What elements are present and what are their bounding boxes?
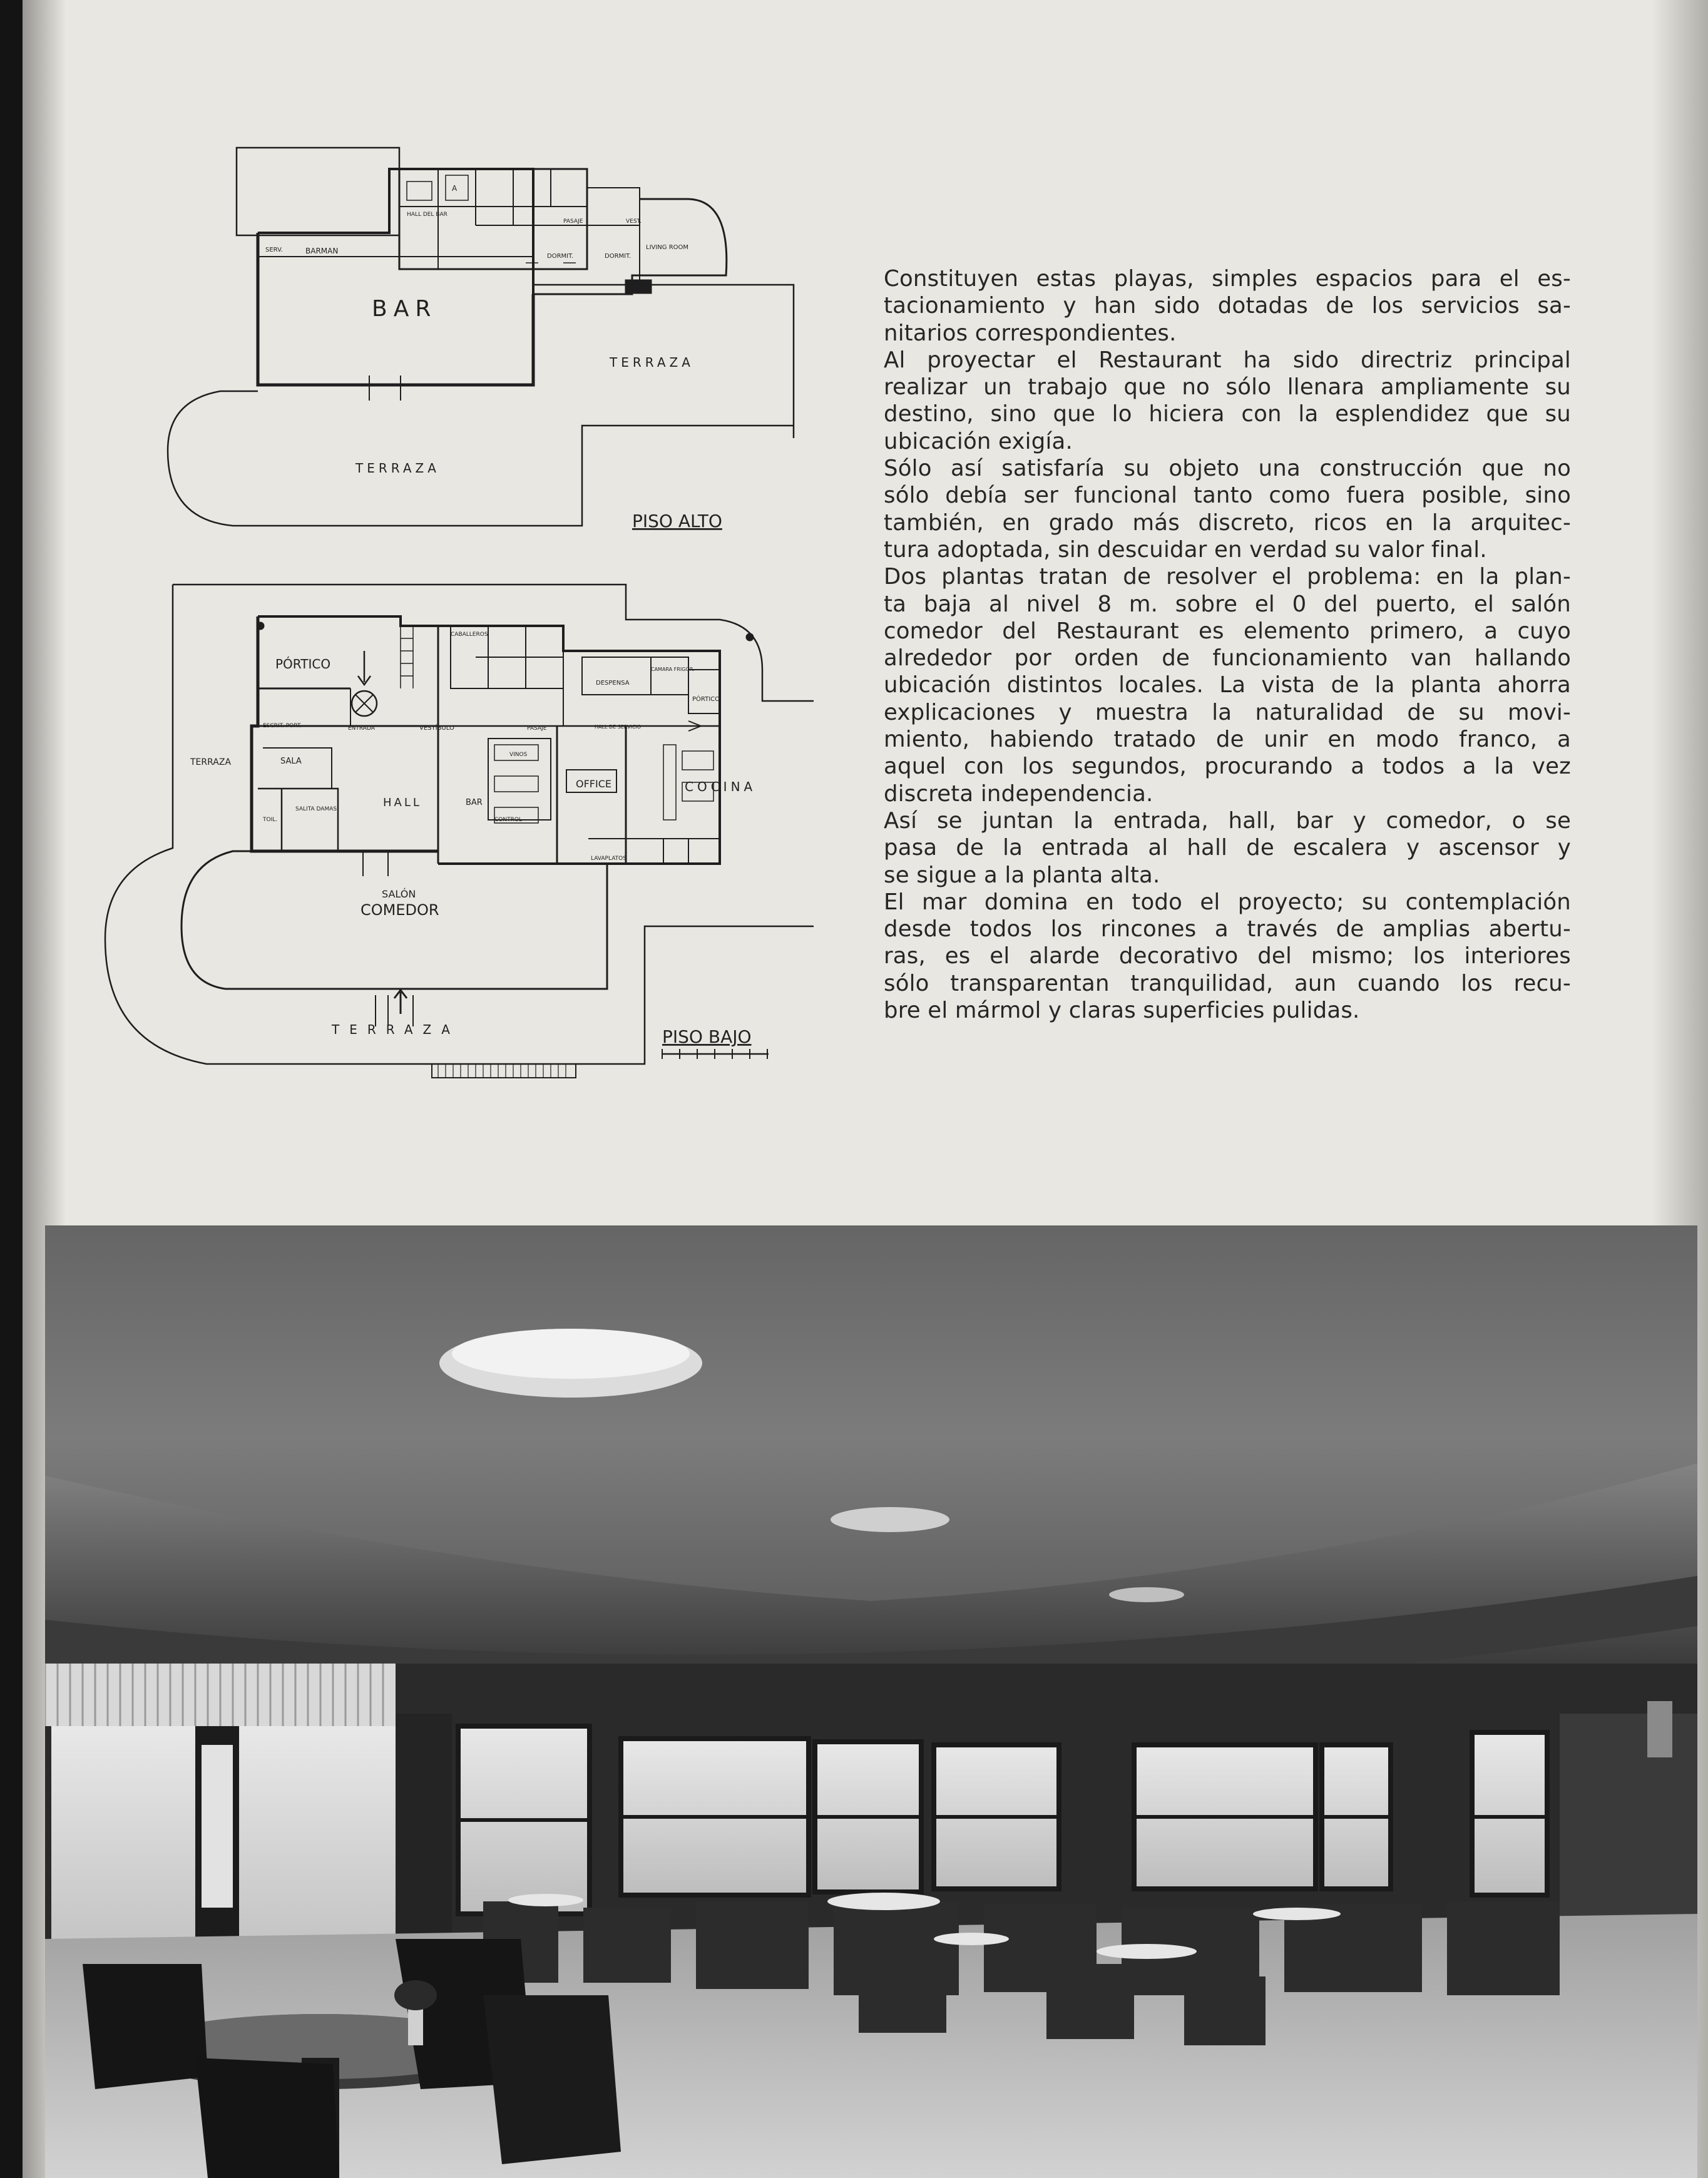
text-line: ubicación distintos locales. La vista de la planta ahorra xyxy=(884,672,1571,698)
plan-label-salon: SALÓN xyxy=(382,888,416,900)
text-line: tacionamiento y han sido dotadas de los servicios sa- xyxy=(884,293,1571,319)
text-line: bre el mármol y claras superficies pulidas. xyxy=(884,998,1360,1024)
plan-label-comedor: COMEDOR xyxy=(361,901,439,919)
plan-label-bar-lower: BAR xyxy=(466,798,483,807)
text-line: se sigue a la planta alta. xyxy=(884,862,1160,888)
plan-label-lavaplatos: LAVAPLATOS xyxy=(591,856,626,862)
text-line: ras, es el alarde decorativo del mismo; los interiores xyxy=(884,943,1571,969)
lower-floor-plan xyxy=(105,585,814,1078)
plan-label-hall: HALL xyxy=(383,796,422,809)
plan-label-terraza-lower: TERRAZA xyxy=(332,1022,460,1037)
plan-label-camara-frigor: CAMARA FRIGOR. xyxy=(651,667,695,672)
plan-label-barman: BARMAN xyxy=(305,247,339,255)
plan-label-terraza-bottom: TERRAZA xyxy=(355,461,440,476)
floor-plans xyxy=(0,0,814,1102)
text-line: explicaciones y muestra la naturalidad de su movi- xyxy=(884,699,1571,725)
plan-label-toil: TOIL. xyxy=(263,817,278,823)
plan-label-pasaje-lower: PASAJE xyxy=(527,725,547,732)
plan-label-sala: SALA xyxy=(280,757,302,766)
text-line: Así se juntan la entrada, hall, bar y comedor, o se xyxy=(884,807,1571,834)
plan-label-hall-servicio: HALL DE SERVICIO xyxy=(595,724,642,730)
article-text xyxy=(884,265,1571,1024)
text-line: ubicación exigía. xyxy=(884,428,1073,454)
text-line: tura adoptada, sin descuidar en verdad su valor final. xyxy=(884,536,1487,563)
text-line: sólo transparentan tranquilidad, aun cuando los recu- xyxy=(884,970,1571,996)
text-line: realizar un trabajo que no sólo llenara ampliamente su xyxy=(884,374,1571,401)
text-line: también, en grado más discreto, ricos en la arquitec- xyxy=(884,509,1571,536)
plan-label-hall-bar: HALL DEL BAR xyxy=(407,212,447,218)
plan-label-cocina: COCINA xyxy=(685,779,757,794)
plan-title-piso-alto: PISO ALTO xyxy=(632,511,722,531)
plan-label-portico-left: PÓRTICO xyxy=(275,657,331,672)
plan-label-vestibulo: VESTÍBULO xyxy=(419,725,454,732)
plan-label-ascensor: A xyxy=(452,184,458,193)
plan-label-vest: VEST. xyxy=(626,218,642,225)
text-line: Dos plantas tratan de resolver el problema: en la plan- xyxy=(884,564,1571,590)
plan-title-piso-bajo: PISO BAJO xyxy=(662,1026,752,1047)
plan-label-terraza-left: TERRAZA xyxy=(190,757,232,767)
plan-label-vinos: VINOS xyxy=(509,752,528,758)
text-line: sólo debía ser funcional tanto como fuera posible, sino xyxy=(884,483,1571,509)
plan-label-serv: SERV. xyxy=(265,247,283,253)
plan-label-office: OFFICE xyxy=(576,778,611,790)
plan-label-terraza-right: TERRAZA xyxy=(610,355,694,370)
plan-label-caballeros: CABALLEROS xyxy=(451,631,488,638)
plan-label-dormit-1: DORMIT. xyxy=(547,253,574,260)
text-line: nitarios correspondientes. xyxy=(884,320,1177,346)
dining-room-photo xyxy=(45,1225,1697,2178)
text-line: Al proyectar el Restaurant ha sido directriz principal xyxy=(884,347,1571,373)
plan-label-living: LIVING ROOM xyxy=(646,244,689,251)
text-line: ta baja al nivel 8 m. sobre el 0 del puerto, el salón xyxy=(884,591,1571,617)
plan-label-bar: BAR xyxy=(372,296,437,322)
upper-floor-plan xyxy=(168,148,794,526)
text-line: miento, habiendo tratado de unir en modo franco, a xyxy=(884,727,1571,753)
text-line: Constituyen estas playas, simples espacios para el es- xyxy=(884,266,1571,292)
plan-label-control: CONTROL xyxy=(494,817,522,823)
text-line: alrededor por orden de funcionamiento van hallando xyxy=(884,645,1571,672)
plan-label-portico-right: PÓRTICO xyxy=(692,696,720,703)
text-line: El mar domina en todo el proyecto; su contemplación xyxy=(884,889,1571,915)
text-line: Sólo así satisfaría su objeto una construcción que no xyxy=(884,456,1571,482)
text-line: destino, sino que lo hiciera con la esplendidez que su xyxy=(884,401,1571,427)
plan-label-dormit-2: DORMIT. xyxy=(605,253,632,260)
plan-label-despensa: DESPENSA xyxy=(596,680,630,687)
text-line: pasa de la entrada al hall de escalera y ascensor y xyxy=(884,835,1571,861)
plan-label-escrit-port: ESCRIT. PORT. xyxy=(263,723,302,729)
plan-label-pasaje-upper: PASAJE xyxy=(563,218,583,225)
text-line: comedor del Restaurant es elemento primero, a cuyo xyxy=(884,618,1571,644)
text-line: desde todos los rincones a través de amplias abertu- xyxy=(884,916,1571,943)
text-line: aquel con los segundos, procurando a todos a la vez xyxy=(884,754,1571,780)
text-line: discreta independencia. xyxy=(884,780,1153,807)
plan-label-entrada: ENTRADA xyxy=(348,725,375,732)
plan-label-salita-damas: SALITA DAMAS xyxy=(295,806,337,812)
